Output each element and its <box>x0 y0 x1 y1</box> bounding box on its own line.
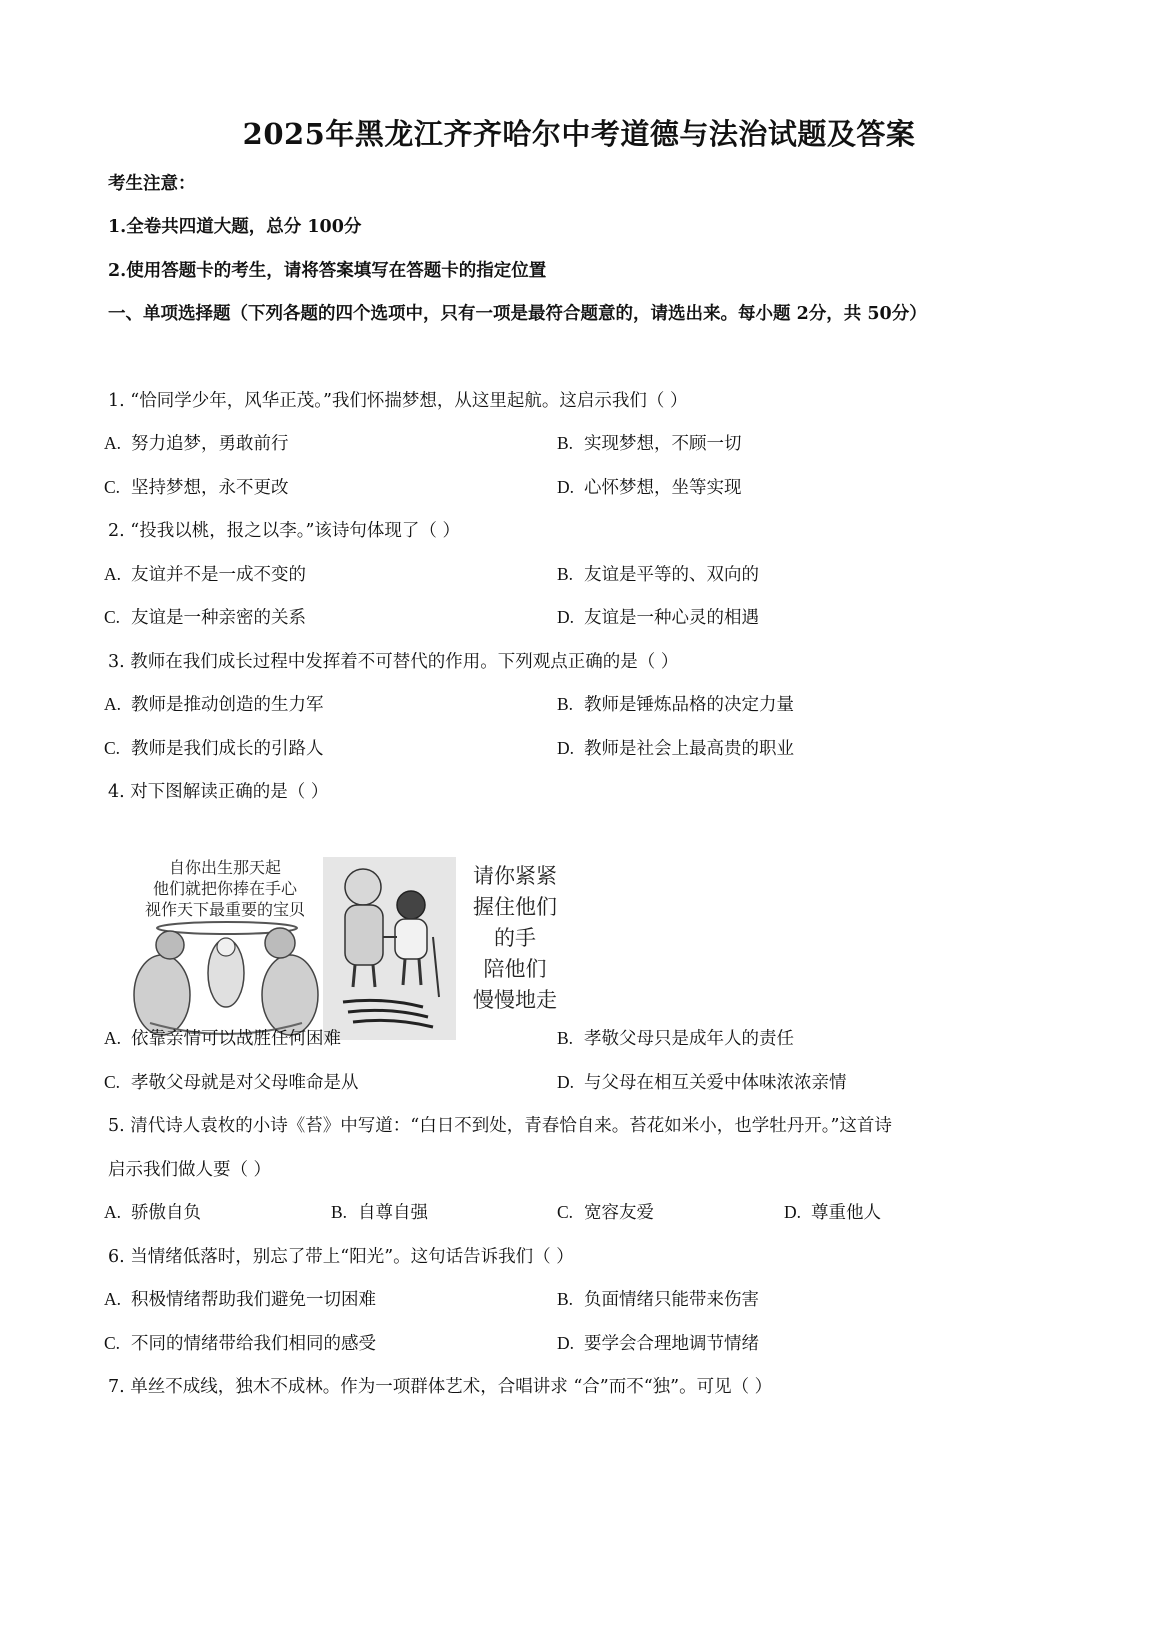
question-stem: 6. 当情绪低落时，别忘了带上“阳光”。这句话告诉我们（ ） <box>108 1247 574 1267</box>
option-a: A. 教师是推动创造的生力军 <box>104 694 324 715</box>
option-c: C. 不同的情绪带给我们相同的感受 <box>104 1333 376 1354</box>
option-a: A. 依靠亲情可以战胜任何困难 <box>104 1028 341 1049</box>
question-stem: 1. “恰同学少年，风华正茂。”我们怀揣梦想，从这里起航。这启示我们（ ） <box>108 391 688 411</box>
option-d: D. 心怀梦想，坐等实现 <box>557 477 742 498</box>
option-d: D. 友谊是一种心灵的相遇 <box>557 607 759 628</box>
question-stem: 4. 对下图解读正确的是（ ） <box>108 782 329 802</box>
right-caption: 请你紧紧 握住他们 的手 陪他们 慢慢地走 <box>473 864 557 1012</box>
question-stem: 7. 单丝不成线，独木不成林。作为一项群体艺术，合唱讲求 “合”而不“独”。可见（ ） <box>108 1377 773 1397</box>
child-walking-with-elder-panel <box>323 857 456 1040</box>
option-a: A. 努力追梦，勇敢前行 <box>104 433 289 454</box>
option-b: B. 教师是锤炼品格的决定力量 <box>557 694 794 715</box>
left-caption: 自你出生那天起 他们就把你捧在手心 视作天下最重要的宝贝 <box>144 858 305 919</box>
option-c: C. 宽容友爱 <box>557 1202 654 1223</box>
page-title: 2025年黑龙江齐齐哈尔中考道德与法治试题及答案 <box>242 117 916 151</box>
option-b: B. 友谊是平等的、双向的 <box>557 564 759 585</box>
question-stem-continued: 启示我们做人要（ ） <box>108 1160 272 1180</box>
option-a: A. 骄傲自负 <box>104 1202 201 1223</box>
question-stem: 5. 清代诗人袁枚的小诗《苔》中写道：“白日不到处，青春恰自来。苔花如米小，也学牡丹开。”这首诗 <box>108 1116 892 1136</box>
notice-line-2: 2.使用答题卡的考生，请将答案填写在答题卡的指定位置 <box>108 261 547 281</box>
parents-holding-baby-panel <box>130 855 320 1040</box>
option-a: A. 积极情绪帮助我们避免一切困难 <box>104 1289 376 1310</box>
option-b: B. 孝敬父母只是成年人的责任 <box>557 1028 794 1049</box>
option-d: D. 尊重他人 <box>784 1202 881 1223</box>
notice-heading: 考生注意： <box>108 174 196 194</box>
option-a: A. 友谊并不是一成不变的 <box>104 564 306 585</box>
section-heading: 一、单项选择题（下列各题的四个选项中，只有一项是最符合题意的，请选出来。每小题 2分，共 50分） <box>108 304 927 324</box>
option-d: D. 要学会合理地调节情绪 <box>557 1333 759 1354</box>
option-c: C. 友谊是一种亲密的关系 <box>104 607 306 628</box>
walking-drawing <box>323 857 456 1040</box>
comic-illustration <box>130 855 570 1040</box>
question-stem: 3. 教师在我们成长过程中发挥着不可替代的作用。下列观点正确的是（ ） <box>108 652 679 672</box>
option-b: B. 负面情绪只能带来伤害 <box>557 1289 759 1310</box>
option-c: C. 孝敬父母就是对父母唯命是从 <box>104 1072 359 1093</box>
option-b: B. 实现梦想，不顾一切 <box>557 433 742 454</box>
option-b: B. 自尊自强 <box>331 1202 428 1223</box>
notice-line-1: 1.全卷共四道大题，总分 100分 <box>108 217 362 237</box>
option-d: D. 与父母在相互关爱中体味浓浓亲情 <box>557 1072 847 1093</box>
option-c: C. 教师是我们成长的引路人 <box>104 738 324 759</box>
parents-baby-drawing <box>130 855 320 1040</box>
option-c: C. 坚持梦想，永不更改 <box>104 477 289 498</box>
option-d: D. 教师是社会上最高贵的职业 <box>557 738 794 759</box>
question-stem: 2. “投我以桃，报之以李。”该诗句体现了（ ） <box>108 521 460 541</box>
